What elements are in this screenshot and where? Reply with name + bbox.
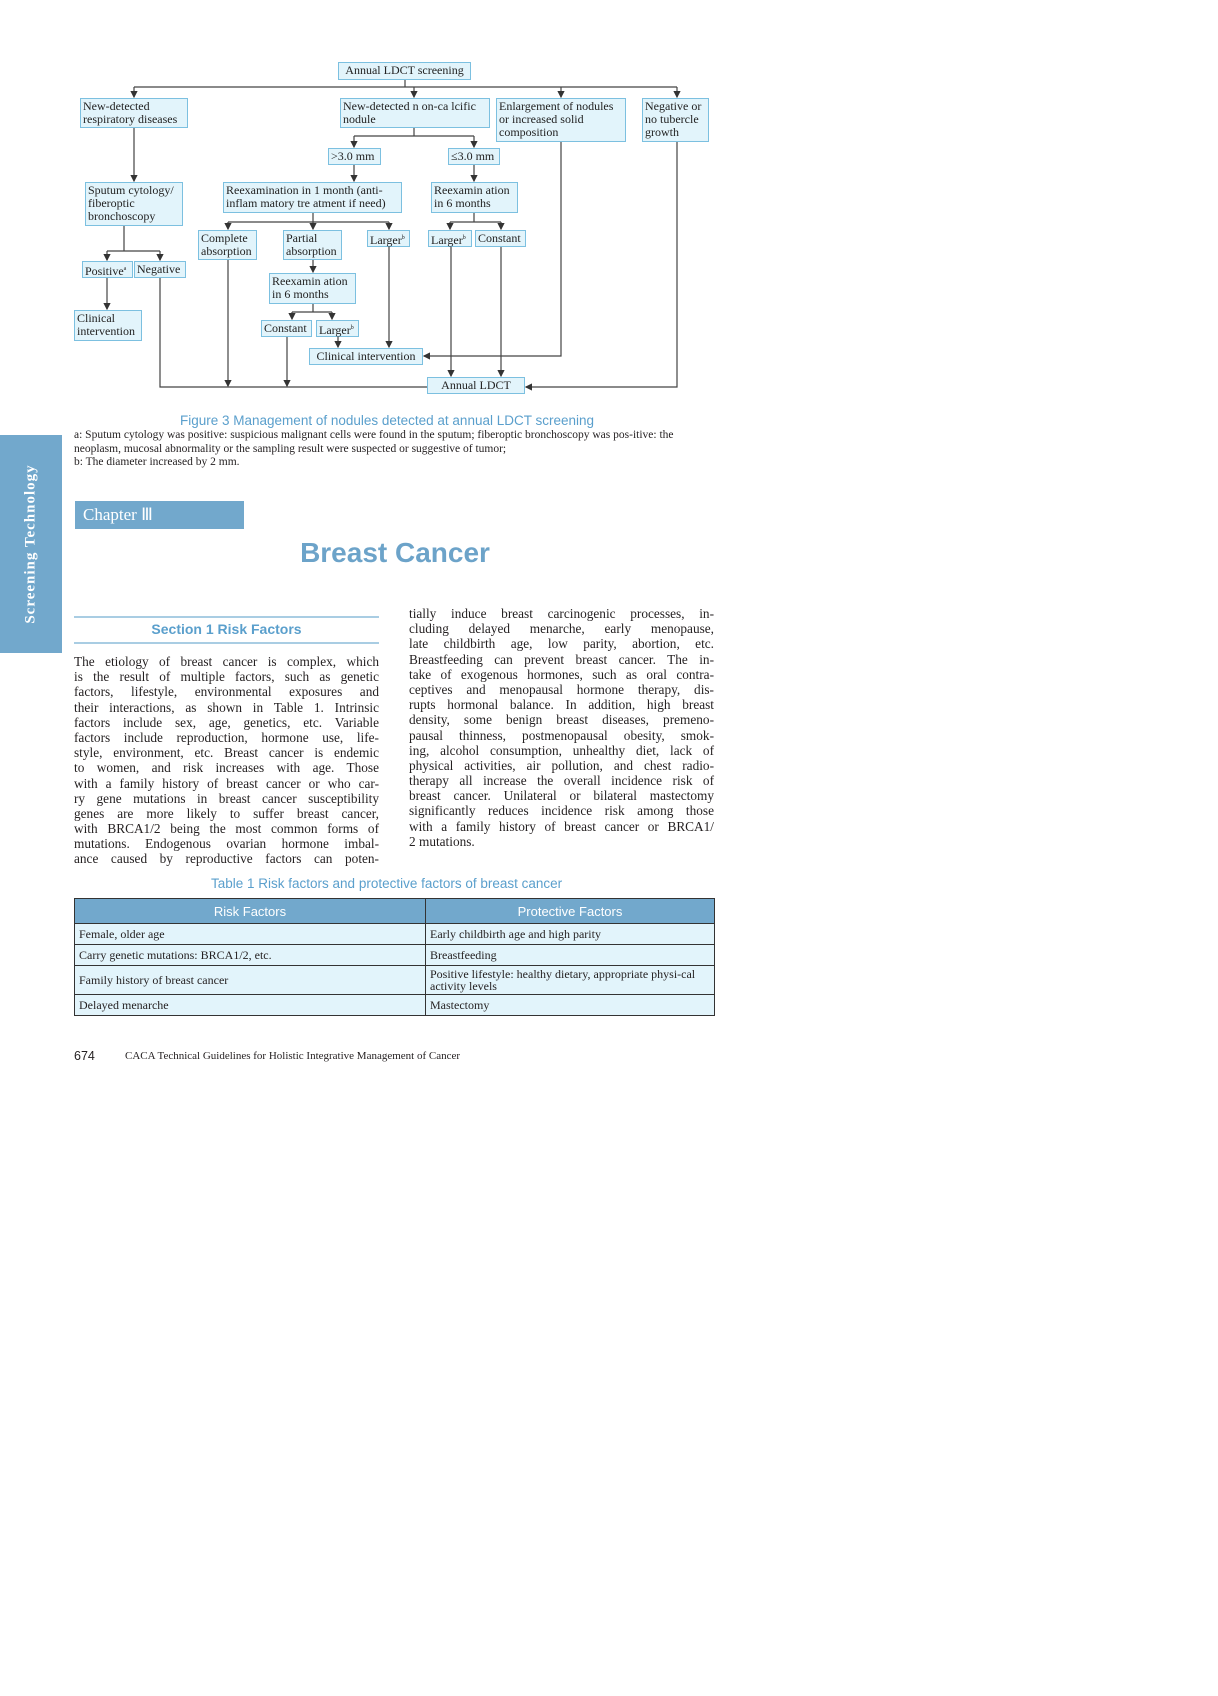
footnote-marker: b	[350, 325, 354, 331]
text-line: to women, and risk increases with age. Those	[74, 760, 379, 776]
flowchart-box	[448, 148, 500, 165]
text-line: tially induce breast carcinogenic processes, in-	[409, 606, 714, 621]
figure-note-b: b: The diameter increased by 2 mm.	[74, 456, 240, 468]
flowchart-box	[340, 98, 490, 128]
flowchart-box-label: New-detected respiratory diseases	[83, 99, 178, 126]
text-line: take of exogenous hormones, such as oral contra-	[409, 666, 714, 682]
footnote-marker: b	[462, 235, 466, 241]
section-rule-top	[74, 616, 379, 618]
text-line: ance caused by reproductive factors can poten-	[74, 851, 379, 867]
flowchart-box-label: Negative	[137, 262, 181, 276]
text-line: factors include reproduction, hormone use, life-	[74, 729, 379, 745]
flowchart-box-label: Enlargement of nodules or increased solid composition	[499, 99, 614, 139]
text-line: breast cancer. Unilateral or bilateral mastectomy	[409, 788, 714, 804]
flowchart-box	[223, 182, 402, 213]
text-line: cluding delayed menarche, early menopause,	[409, 621, 714, 637]
text-line: mutations. Endogenous ovarian hormone imbal-	[74, 836, 379, 852]
flowchart-box	[283, 230, 342, 260]
flowchart-box	[74, 310, 142, 341]
flowchart-box-label: Reexamination in 1 month (anti- inflam matory tre atment if need)	[226, 183, 386, 210]
text-line: with BRCA1/2 being the most common forms of	[74, 821, 379, 837]
text-line: physical activities, air pollution, and chest radio-	[409, 757, 714, 773]
flowchart-box	[134, 261, 186, 278]
text-line: with a family history of breast cancer or who car-	[74, 775, 379, 791]
flowchart-box	[475, 230, 526, 247]
flowchart-box-label: ≤3.0 mm	[451, 149, 495, 163]
section-rule-bottom	[74, 642, 379, 644]
text-line: therapy all increase the overall incidence risk of	[409, 773, 714, 789]
flowchart-box-label: Partial absorption	[286, 231, 337, 258]
table-cell: Positive lifestyle: healthy dietary, appropriate physi-cal activity levels	[426, 966, 715, 995]
flowchart-box	[428, 230, 472, 247]
flowchart-box-label: Annual LDCT screening	[345, 63, 464, 77]
table-row	[75, 945, 715, 966]
footnote-marker: a	[123, 266, 127, 272]
table-header: Risk Factors	[75, 899, 426, 924]
table-cell: Mastectomy	[426, 995, 715, 1016]
table-cell: Breastfeeding	[426, 945, 715, 966]
running-footer: CACA Technical Guidelines for Holistic Integrative Management of Cancer	[125, 1050, 461, 1062]
text-line: pausal thinness, postmenopausal obesity, smok-	[409, 727, 714, 743]
table-header: Protective Factors	[426, 899, 715, 924]
flowchart-box-label: Complete absorption	[201, 231, 252, 258]
footnote-marker: b	[401, 235, 405, 241]
table-row	[75, 995, 715, 1016]
text-line: The etiology of breast cancer is complex, which	[74, 654, 379, 669]
flowchart-box-label: Clinical intervention	[316, 349, 416, 363]
flowchart-box-label: >3.0 mm	[331, 149, 375, 163]
text-line: late childbirth age, low parity, abortion, etc.	[409, 636, 714, 652]
flowchart-box	[431, 182, 518, 213]
table-caption: Table 1 Risk factors and protective factors of breast cancer	[211, 876, 563, 891]
flowchart-box	[367, 230, 410, 247]
flowchart-box	[328, 148, 381, 165]
text-line: ceptives and menopausal hormone therapy, dis-	[409, 681, 714, 697]
sidebar-tab	[0, 435, 62, 653]
flowchart-box-label: Sputum cytology/ fiberoptic bronchoscopy	[88, 183, 174, 223]
chapter-title: Breast Cancer	[300, 537, 490, 568]
flowchart-box	[309, 348, 423, 365]
flowchart-box-label: Positive	[85, 264, 124, 278]
body-column-left	[74, 654, 379, 867]
text-line: Breastfeeding can prevent breast cancer. The in-	[409, 651, 714, 667]
sidebar-label: Screening Technology	[22, 464, 39, 624]
table-cell: Carry genetic mutations: BRCA1/2, etc.	[75, 945, 426, 966]
flowchart-box	[427, 377, 525, 394]
flowchart-box-label: Larger	[319, 323, 351, 337]
text-line: with a family history of breast cancer or BRCA1/	[409, 818, 714, 834]
flowchart-box-label: Constant	[264, 321, 307, 335]
table-row	[75, 924, 715, 945]
figure-note-a: a: Sputum cytology was positive: suspicious malignant cells were found in the sputum; fiberoptic bronchoscopy was pos-itive: the neoplasm, mucosal abnormality or the sampling result were suspected or suggestive of tumor;	[74, 429, 674, 455]
text-line: their interactions, as shown in Table 1. Intrinsic	[74, 699, 379, 715]
text-line: density, some benign breast diseases, premeno-	[409, 712, 714, 728]
flowchart-box	[496, 98, 626, 142]
flowchart-box-label: Larger	[370, 233, 402, 247]
flowchart-box	[85, 182, 183, 226]
table-header-row	[75, 899, 715, 924]
table-cell: Early childbirth age and high parity	[426, 924, 715, 945]
text-line: style, environment, etc. Breast cancer is endemic	[74, 745, 379, 761]
page-number: 674	[74, 1049, 95, 1063]
body-column-right	[409, 606, 714, 849]
text-line: rupts hormonal balance. In addition, high breast	[409, 697, 714, 713]
text-line: ing, alcohol consumption, unhealthy diet, lack of	[409, 742, 714, 758]
flowchart-box	[82, 261, 133, 278]
flowchart-box	[261, 320, 312, 337]
flowchart-box-label: Negative or no tubercle growth	[645, 99, 702, 139]
text-line: 2 mutations.	[409, 833, 475, 849]
flowchart-box	[316, 320, 359, 337]
chapter-label: Chapter Ⅲ	[75, 501, 244, 529]
text-line: factors include sex, age, genetics, etc. Variable	[74, 714, 379, 730]
section-title: Section 1 Risk Factors	[151, 621, 302, 637]
table-cell: Delayed menarche	[75, 995, 426, 1016]
flowchart-box	[269, 273, 356, 304]
flowchart-box-label: Clinical intervention	[77, 311, 135, 338]
flowchart-box	[642, 98, 709, 142]
text-line: is the result of multiple factors, such as genetic	[74, 669, 379, 685]
flowchart-box	[198, 230, 257, 260]
flowchart-box-label: Annual LDCT	[441, 378, 511, 392]
flowchart-box-label: Reexamin ation in 6 months	[434, 183, 510, 210]
flowchart-box-label: Reexamin ation in 6 months	[272, 274, 348, 301]
text-line: significantly reduces incidence risk among those	[409, 803, 714, 819]
flowchart-box	[80, 98, 188, 128]
table-cell: Female, older age	[75, 924, 426, 945]
table-row	[75, 966, 715, 995]
figure-caption: Figure 3 Management of nodules detected at annual LDCT screening	[180, 413, 595, 428]
flowchart-box-label: New-detected n on-ca lcific nodule	[343, 99, 476, 126]
table-cell: Family history of breast cancer	[75, 966, 426, 995]
risk-factors-table	[74, 898, 715, 1016]
text-line: genes are more likely to suffer breast cancer,	[74, 805, 379, 821]
flowchart-box-label: Constant	[478, 231, 521, 245]
flowchart-box	[338, 62, 471, 80]
text-line: ry gene mutations in breast cancer susceptibility	[74, 790, 379, 806]
flowchart-box-label: Larger	[431, 233, 463, 247]
text-line: factors, lifestyle, environmental exposures and	[74, 684, 379, 700]
